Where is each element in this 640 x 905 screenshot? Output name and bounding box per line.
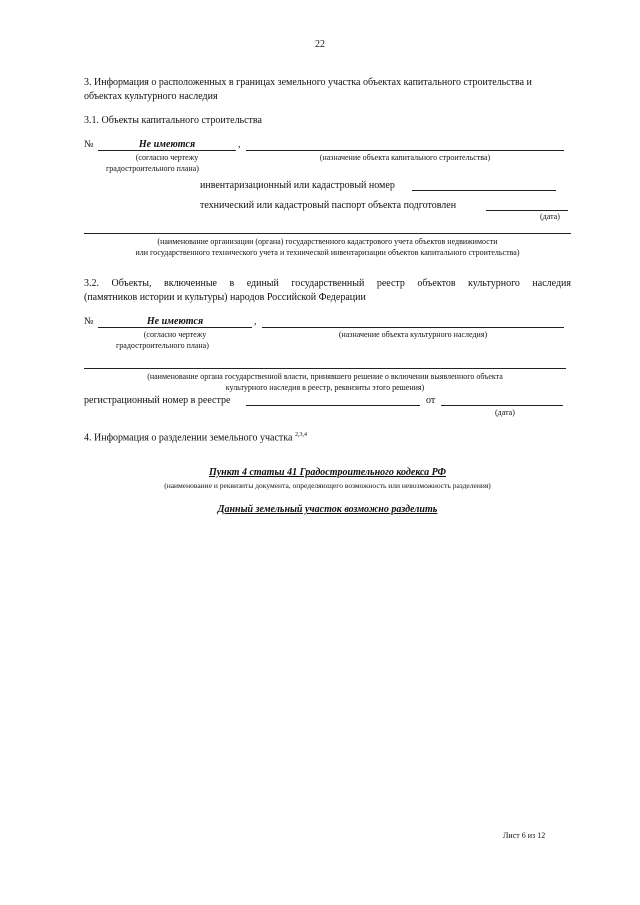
authority-caption-1: (наименование органа государственной власти, принявшего решение о включении выявленного объекта <box>147 372 503 381</box>
drawing-caption-2-1: (согласно чертежу <box>143 330 207 339</box>
sheet-counter: Лист 6 из 12 <box>503 831 546 840</box>
number-underline-2 <box>98 327 252 328</box>
section-3-heading-line2: объектах культурного наследия <box>84 91 218 102</box>
heritage-purpose-caption: (назначение объекта культурного наследия) <box>338 330 488 339</box>
section-3-1-title: 3.1. Объекты капитального строительства <box>84 115 262 126</box>
section-3-2-title-line1: 3.2. Объекты, включенные в единый государственный реестр объектов культурного наследия <box>84 278 571 289</box>
inventory-number-underline <box>412 190 556 191</box>
passport-label: технический или кадастровый паспорт объекта подготовлен <box>200 200 457 211</box>
registration-date-underline <box>441 405 563 406</box>
authority-underline <box>84 368 566 369</box>
inventory-number-label: инвентаризационный или кадастровый номер <box>200 180 395 191</box>
purpose-underline <box>246 150 564 151</box>
passport-date-underline <box>486 210 568 211</box>
registration-from-label: от <box>426 395 436 406</box>
page-number: 22 <box>315 39 325 50</box>
number-sign-2: № <box>84 316 94 327</box>
heritage-purpose-underline <box>262 327 564 328</box>
drawing-caption-1: (согласно чертежу <box>135 153 199 162</box>
section-4-title: 4. Информация о разделении земельного участка $^{2,3,4}$ <box>84 432 307 444</box>
object-number-value: Не имеются <box>138 139 196 150</box>
authority-caption-2: культурного наследия в реестр, реквизиты этого решения) <box>225 383 425 392</box>
section-3-2-title-line2: (памятников истории и культуры) народов Российской Федерации <box>84 292 366 303</box>
registration-date-caption: (дата) <box>495 408 515 417</box>
comma: , <box>238 139 241 150</box>
number-sign: № <box>84 139 94 150</box>
registration-number-underline <box>246 405 420 406</box>
division-conclusion: Данный земельный участок возможно разделить <box>217 504 438 515</box>
drawing-caption-2: градостроительного плана) <box>106 164 199 173</box>
passport-date-caption: (дата) <box>540 212 560 221</box>
organization-caption-2: или государственного технического учета и технической инвентаризации объектов капитального строительства) <box>135 248 520 257</box>
document-reference: Пункт 4 статьи 41 Градостроительного кодекса РФ <box>208 467 447 478</box>
organization-caption-1: (наименование организации (органа) государственного кадастрового учета объектов недвижимости <box>157 237 498 246</box>
comma-2: , <box>254 316 257 327</box>
section-4-footnote-ref: 2,3,4 <box>294 432 307 438</box>
organization-underline <box>84 233 571 234</box>
number-underline <box>98 150 236 151</box>
document-caption: (наименование и реквизиты документа, определяющего возможность или невозможность разделения) <box>164 481 491 490</box>
drawing-caption-2-2: градостроительного плана) <box>116 341 209 350</box>
registration-number-label: регистрационный номер в реестре <box>84 395 231 406</box>
section-3-heading-line1: 3. Информация о расположенных в границах земельного участка объектах капитального строительства и <box>84 77 532 88</box>
purpose-caption: (назначение объекта капитального строительства) <box>319 153 491 162</box>
heritage-number-value: Не имеются <box>146 316 204 327</box>
